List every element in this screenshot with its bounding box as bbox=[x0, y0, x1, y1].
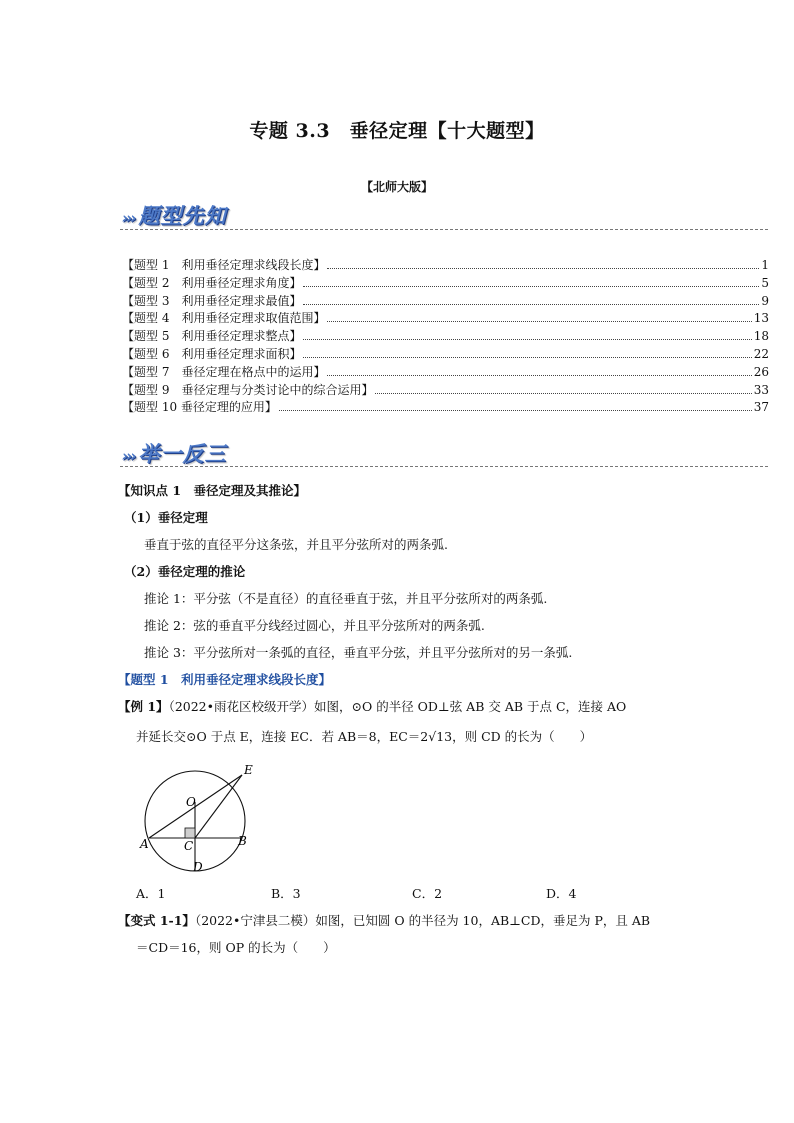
toc-row[interactable] bbox=[122, 346, 769, 364]
label-a: A bbox=[140, 837, 149, 851]
toc-leader-dots bbox=[303, 304, 759, 305]
option-c: C．2 bbox=[412, 886, 443, 901]
option-b: B．3 bbox=[271, 886, 301, 901]
toc-row[interactable] bbox=[122, 364, 769, 382]
knowledge-heading: 【知识点 1 垂径定理及其推论】 bbox=[118, 483, 307, 498]
section-heading: 【题型 1 利用垂径定理求线段长度】 bbox=[118, 672, 332, 687]
label-d: D bbox=[193, 860, 203, 874]
toc-page-number: 1 bbox=[761, 258, 769, 272]
toc-leader-dots bbox=[279, 410, 752, 411]
option-d: D．4 bbox=[546, 886, 577, 901]
divider bbox=[120, 466, 768, 467]
toc-leader-dots bbox=[303, 357, 751, 358]
page-title: 专题 3.3 垂径定理【十大题型】 bbox=[249, 120, 545, 142]
example-tag: 【例 1】 bbox=[118, 699, 169, 714]
table-of-contents bbox=[122, 257, 769, 417]
variant-line-2: ＝CD＝16，则 OP 的长为（ ） bbox=[136, 940, 336, 955]
banner-question-types bbox=[122, 200, 227, 230]
banner-text: 题型先知 bbox=[138, 204, 227, 228]
toc-label: 【题型 7 垂径定理在格点中的运用】 bbox=[122, 364, 326, 379]
banner-arrows-icon: ››› bbox=[122, 447, 135, 465]
toc-row[interactable] bbox=[122, 310, 769, 328]
toc-label: 【题型 1 利用垂径定理求线段长度】 bbox=[122, 258, 326, 272]
toc-leader-dots bbox=[303, 339, 751, 340]
toc-label: 【题型 3 利用垂径定理求最值】 bbox=[122, 293, 302, 308]
toc-label: 【题型 4 利用垂径定理求取值范围】 bbox=[122, 311, 326, 326]
segment-ec bbox=[195, 775, 242, 838]
subheading-corollary: （2）垂径定理的推论 bbox=[124, 564, 246, 579]
example-1-line-2: 并延长交⊙O 于点 E，连接 EC．若 AB＝8，EC＝2√13，则 CD 的长为（ ） bbox=[136, 729, 593, 744]
toc-label: 【题型 2 利用垂径定理求角度】 bbox=[122, 275, 302, 290]
theorem-text: 垂直于弦的直径平分这条弦，并且平分弦所对的两条弧. bbox=[144, 537, 448, 552]
edition-label: 【北师大版】 bbox=[360, 180, 433, 194]
toc-row[interactable] bbox=[122, 275, 769, 293]
divider bbox=[120, 229, 768, 230]
geometry-figure bbox=[132, 762, 264, 878]
option-a: A．1 bbox=[136, 886, 166, 901]
toc-leader-dots bbox=[375, 393, 751, 394]
label-e: E bbox=[244, 763, 253, 777]
toc-page-number: 9 bbox=[761, 293, 769, 308]
example-1-line-1 bbox=[118, 697, 626, 715]
toc-page-number: 5 bbox=[761, 275, 769, 290]
toc-leader-dots bbox=[327, 268, 759, 269]
toc-page-number: 37 bbox=[753, 400, 769, 415]
toc-label: 【题型 9 垂径定理与分类讨论中的综合运用】 bbox=[122, 382, 374, 397]
banner-examples bbox=[122, 438, 227, 468]
toc-label: 【题型 6 利用垂径定理求面积】 bbox=[122, 346, 302, 361]
toc-page-number: 22 bbox=[753, 346, 769, 361]
toc-row[interactable] bbox=[122, 382, 769, 400]
variant-text: （2022•宁津县二模）如图，已知圆 O 的半径为 10，AB⊥CD，垂足为 P，且 AB bbox=[194, 913, 651, 928]
banner-text: 举一反三 bbox=[138, 442, 227, 466]
variant-line-1 bbox=[118, 911, 650, 929]
toc-row[interactable] bbox=[122, 328, 769, 346]
toc-leader-dots bbox=[327, 375, 751, 376]
label-c: C bbox=[184, 839, 194, 853]
toc-row[interactable] bbox=[122, 257, 769, 275]
right-angle-marker bbox=[185, 828, 195, 838]
toc-row[interactable] bbox=[122, 293, 769, 311]
variant-tag: 【变式 1-1】 bbox=[118, 913, 195, 928]
toc-label: 【题型 5 利用垂径定理求整点】 bbox=[122, 329, 302, 344]
subheading-theorem: （1）垂径定理 bbox=[124, 510, 208, 525]
example-text: （2022•雨花区校级开学）如图，⊙O 的半径 OD⊥弦 AB 交 AB 于点 C，连接 AO bbox=[168, 699, 627, 714]
label-b: B bbox=[238, 834, 247, 848]
corollary-1: 推论 1：平分弦（不是直径）的直径垂直于弦，并且平分弦所对的两条弧. bbox=[144, 591, 548, 606]
toc-page-number: 18 bbox=[753, 329, 769, 344]
toc-leader-dots bbox=[327, 321, 751, 322]
corollary-3: 推论 3：平分弦所对一条弧的直径，垂直平分弦，并且平分弦所对的另一条弧. bbox=[144, 645, 573, 660]
banner-arrows-icon: ››› bbox=[122, 209, 135, 227]
toc-label: 【题型 10 垂径定理的应用】 bbox=[122, 400, 277, 415]
toc-page-number: 26 bbox=[753, 364, 769, 379]
toc-row[interactable] bbox=[122, 399, 769, 417]
corollary-2: 推论 2：弦的垂直平分线经过圆心，并且平分弦所对的两条弧. bbox=[144, 618, 485, 633]
toc-leader-dots bbox=[303, 286, 759, 287]
toc-page-number: 13 bbox=[753, 311, 769, 326]
toc-page-number: 33 bbox=[753, 382, 769, 397]
label-o: O bbox=[186, 795, 196, 809]
